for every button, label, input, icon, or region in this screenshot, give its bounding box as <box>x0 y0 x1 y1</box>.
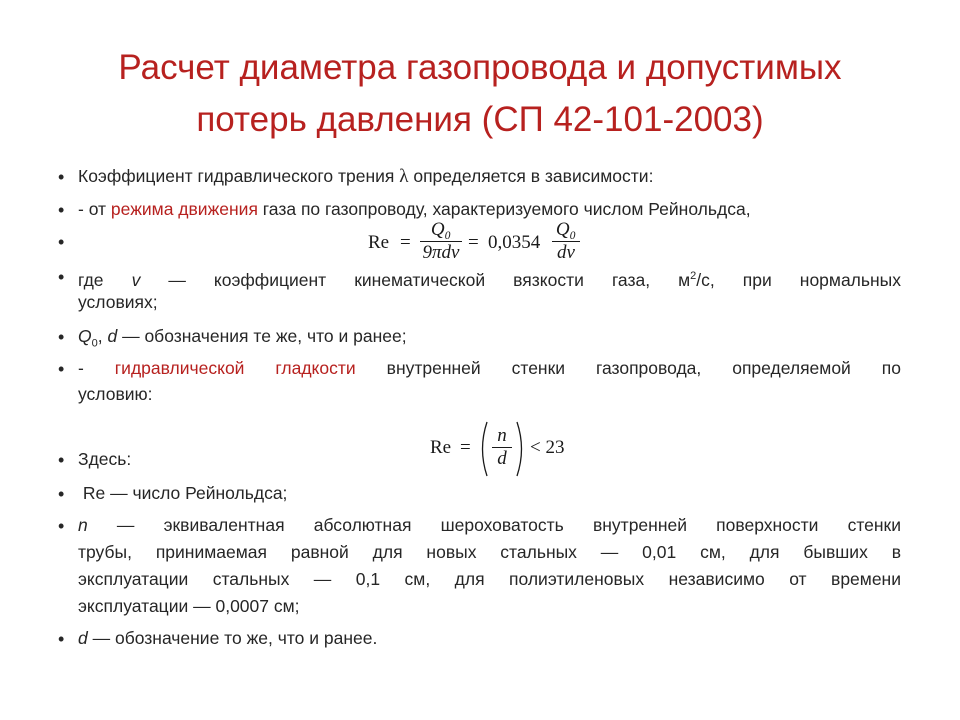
slide-title <box>40 42 920 146</box>
bullet-marker: • <box>58 327 65 347</box>
list-item <box>78 625 377 652</box>
item-text: — эквивалентная абсолютная шероховатость внутренней поверхности стенки <box>87 515 901 535</box>
fraction-numerator: Q₀ <box>430 219 452 240</box>
list-item <box>78 163 653 190</box>
item-text-continuation: эксплуатации — 0,0007 см; <box>78 596 300 616</box>
right-paren <box>514 420 528 478</box>
item-text: - <box>78 358 115 378</box>
bullet-marker: • <box>58 232 65 252</box>
list-item <box>78 323 407 358</box>
item-text: где <box>78 269 132 290</box>
bullet-marker: • <box>58 267 65 287</box>
item-text-continuation: трубы, принимаемая равной для новых стальных — 0,01 см, для бывших в <box>78 542 901 562</box>
formula-lhs: Re <box>368 232 390 253</box>
smoothness-formula <box>430 420 580 478</box>
variable-v: v <box>131 269 141 290</box>
highlighted-term: гидравлической гладкости <box>114 358 356 378</box>
fraction-denominator: 9πdv <box>422 242 460 264</box>
slide-title-line-1: Расчет диаметра газопровода и допустимых <box>118 48 842 87</box>
list-item <box>78 355 901 382</box>
bullet-marker: • <box>58 167 65 187</box>
list-item: Re — число Рейнольдса; <box>78 483 288 503</box>
slide-title-line-2: потерь давления (СП 42-101-2003) <box>196 100 764 139</box>
formula-fraction <box>420 220 462 263</box>
formula-equals: = <box>400 232 411 253</box>
bullet-marker: • <box>58 484 65 504</box>
item-text: - от <box>78 199 111 219</box>
superscript: 2 <box>690 270 697 282</box>
item-text: — обозначение то же, что и ранее. <box>87 628 378 648</box>
item-text: — обозначения те же, что и ранее; <box>117 326 407 346</box>
formula-equals: = <box>460 437 471 458</box>
item-text: газа по газопроводу, характеризуемого числом Рейнольдса, <box>257 199 751 219</box>
fraction-denominator: dv <box>557 242 575 264</box>
left-paren <box>476 420 490 478</box>
variable-d: d <box>78 628 88 648</box>
lambda-symbol: λ <box>399 166 409 187</box>
item-text: определяется в зависимости: <box>408 166 654 186</box>
formula-fraction <box>492 426 512 469</box>
list-item <box>78 263 901 294</box>
variable-n: n <box>78 515 88 535</box>
item-text: — коэффициент кинематической вязкости газа, м <box>140 269 691 290</box>
formula-coefficient: 0,0354 <box>488 232 541 253</box>
highlighted-term: режима движения <box>110 199 258 219</box>
item-text-continuation: условию: <box>78 384 153 404</box>
formula-relation: < 23 <box>530 437 565 458</box>
list-item <box>78 196 751 223</box>
fraction-denominator: d <box>497 448 507 470</box>
item-text-continuation: условиях; <box>78 292 158 312</box>
list-item <box>78 512 901 539</box>
item-text: внутренней стенки газопровода, определяемой по <box>355 358 901 378</box>
bullet-marker: • <box>58 359 65 379</box>
formula-lhs: Re <box>430 437 452 458</box>
fraction-numerator: n <box>497 425 507 446</box>
variable-d: d <box>107 326 118 346</box>
item-text: /с, при нормальных <box>696 269 902 290</box>
bullet-marker: • <box>58 450 65 470</box>
bullet-marker: • <box>58 629 65 649</box>
list-item: Здесь: <box>78 449 132 469</box>
item-text-continuation: эксплуатации стальных — 0,1 см, для полиэтиленовых независимо от времени <box>78 569 901 589</box>
fraction-numerator: Q₀ <box>555 219 577 240</box>
item-text: , <box>97 326 108 346</box>
item-text: Коэффициент гидравлического трения <box>78 166 400 186</box>
bullet-marker: • <box>58 516 65 536</box>
bullet-marker: • <box>58 200 65 220</box>
variable-q: Q <box>78 326 92 346</box>
formula-fraction <box>552 220 580 263</box>
formula-equals: = <box>468 232 479 253</box>
subscript: 0 <box>91 337 98 350</box>
